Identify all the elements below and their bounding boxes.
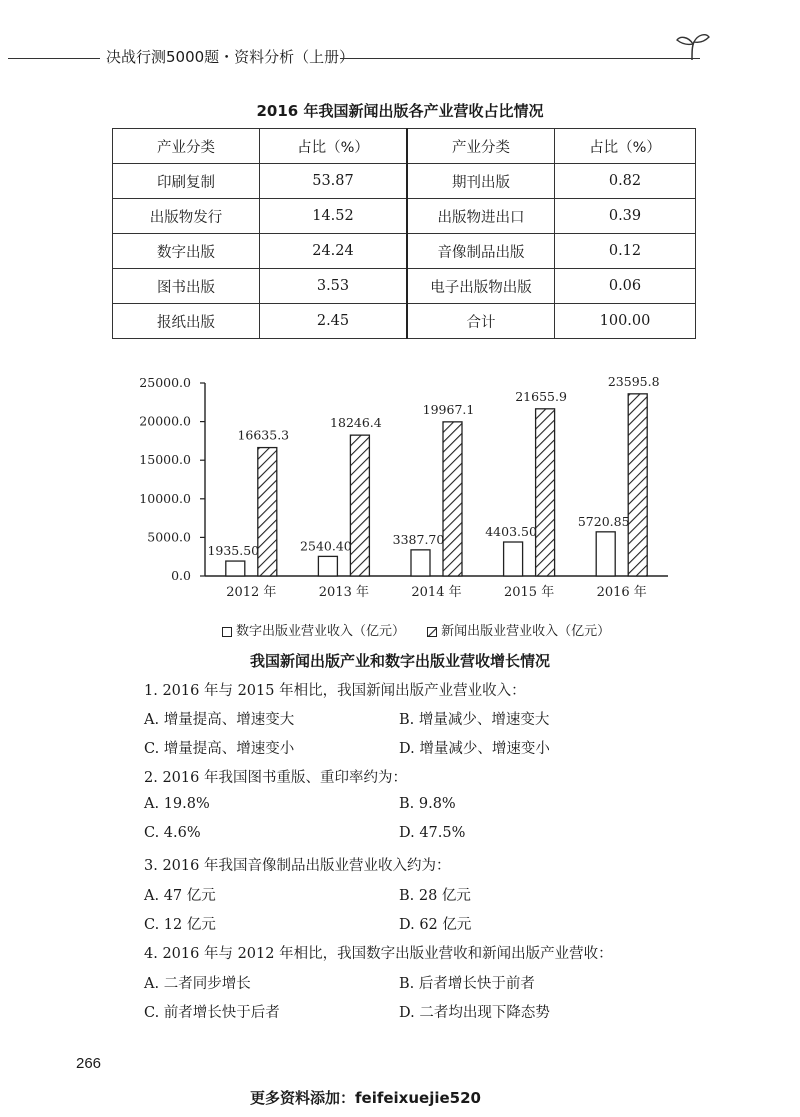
table-cell: 0.12	[555, 234, 696, 269]
table-cell: 数字出版	[113, 234, 260, 269]
table-row	[113, 164, 696, 199]
question-option: D. 62 亿元	[399, 917, 472, 933]
x-tick-label: 2013 年	[318, 585, 370, 600]
question-option: D. 47.5%	[399, 825, 466, 841]
question-option: A. 增量提高、增速变大	[144, 712, 295, 728]
y-tick-label: 15000.0	[139, 452, 191, 468]
data-label-news: 23595.8	[607, 373, 660, 389]
y-tick-label: 20000.0	[139, 413, 191, 429]
table-cell: 53.87	[260, 164, 408, 199]
table-cell: 印刷复制	[113, 164, 260, 199]
bar-news	[628, 394, 647, 576]
table-cell: 14.52	[260, 199, 408, 234]
question-option: A. 47 亿元	[144, 888, 216, 904]
data-label-digital: 3387.70	[392, 531, 445, 547]
data-label-digital: 1935.50	[207, 543, 260, 559]
data-label-digital: 4403.50	[485, 524, 537, 540]
x-tick-label: 2015 年	[503, 585, 555, 600]
bar-news	[258, 448, 277, 576]
bar-digital	[504, 542, 523, 576]
legend-swatch-news	[427, 627, 437, 637]
table-cell: 3.53	[260, 269, 408, 304]
legend-label-digital: 数字出版业营业收入（亿元）	[236, 624, 406, 639]
table-cell: 0.82	[555, 164, 696, 199]
x-tick-label: 2012 年	[226, 585, 277, 600]
table-header-cell: 占比（%）	[555, 129, 696, 164]
x-tick-label: 2014 年	[411, 585, 462, 600]
table-cell: 出版物进出口	[407, 199, 555, 234]
bar-digital	[596, 532, 615, 576]
table-cell: 24.24	[260, 234, 408, 269]
question-option: A. 19.8%	[144, 796, 210, 812]
book-title: 决战行测5000题・资料分析（上册）	[106, 48, 355, 66]
question-option: C. 4.6%	[144, 825, 201, 841]
table-header-row	[113, 129, 696, 164]
question-option: D. 二者均出现下降态势	[399, 1005, 550, 1021]
question-stem: 1. 2016 年与 2015 年相比，我国新闻出版产业营业收入：	[144, 683, 526, 699]
table-row	[113, 234, 696, 269]
y-tick-label: 25000.0	[139, 375, 191, 390]
header-rule-left	[8, 58, 100, 59]
bar-news	[536, 409, 555, 576]
x-tick-label: 2016 年	[596, 585, 647, 600]
table-cell: 音像制品出版	[407, 234, 555, 269]
header-rule-right	[340, 58, 700, 59]
table-header-cell: 占比（%）	[260, 129, 408, 164]
bar-digital	[318, 556, 337, 576]
question-option: A. 二者同步增长	[144, 976, 251, 992]
table-row	[113, 304, 696, 339]
table-title: 2016 年我国新闻出版各产业营收占比情况	[256, 102, 544, 120]
question-option: C. 前者增长快于后者	[144, 1005, 280, 1021]
question-stem: 2. 2016 年我国图书重版、重印率约为：	[144, 770, 407, 786]
question-option: B. 后者增长快于前者	[399, 976, 535, 992]
table-cell: 0.39	[555, 199, 696, 234]
table-cell: 图书出版	[113, 269, 260, 304]
y-tick-label: 5000.0	[147, 529, 191, 545]
bar-digital	[226, 561, 245, 576]
question-option: B. 9.8%	[399, 796, 456, 812]
bar-digital	[411, 550, 430, 576]
question-stem: 4. 2016 年与 2012 年相比，我国数字出版业营收和新闻出版产业营收：	[144, 946, 613, 962]
question-option: C. 12 亿元	[144, 917, 216, 933]
table-cell: 出版物发行	[113, 199, 260, 234]
question-option: B. 增量减少、增速变大	[399, 712, 550, 728]
table-cell: 电子出版物出版	[407, 269, 555, 304]
legend-swatch-digital	[222, 627, 232, 637]
data-label-news: 21655.9	[515, 388, 567, 404]
table-cell: 期刊出版	[407, 164, 555, 199]
page-number: 266	[76, 1055, 102, 1072]
footer-note: 更多资料添加：feifeixuejie520	[250, 1089, 481, 1107]
share-table	[112, 128, 696, 339]
table-cell: 100.00	[555, 304, 696, 339]
revenue-bar-chart	[0, 360, 800, 620]
table-row	[113, 199, 696, 234]
chart-title: 我国新闻出版产业和数字出版业营收增长情况	[249, 652, 550, 670]
legend-label-news: 新闻出版业营业收入（亿元）	[441, 624, 611, 639]
y-tick-label: 0.0	[171, 568, 191, 583]
table-cell: 合计	[407, 304, 555, 339]
question-option: D. 增量减少、增速变小	[399, 741, 550, 757]
data-label-digital: 2540.40	[300, 538, 352, 554]
question-stem: 3. 2016 年我国音像制品出版业营业收入约为：	[144, 858, 451, 874]
data-label-news: 19967.1	[422, 401, 475, 417]
data-label-digital: 5720.85	[577, 513, 630, 529]
question-option: C. 增量提高、增速变小	[144, 741, 295, 757]
y-tick-label: 10000.0	[139, 490, 191, 506]
table-cell: 2.45	[260, 304, 408, 339]
bar-news	[350, 435, 369, 576]
table-cell: 报纸出版	[113, 304, 260, 339]
table-cell: 0.06	[555, 269, 696, 304]
data-label-news: 16635.3	[237, 427, 290, 443]
bar-news	[443, 422, 462, 576]
table-header-cell: 产业分类	[113, 129, 260, 164]
table-header-cell: 产业分类	[407, 129, 555, 164]
table-row	[113, 269, 696, 304]
question-option: B. 28 亿元	[399, 888, 471, 904]
sprout-icon	[672, 30, 712, 62]
data-label-news: 18246.4	[330, 415, 382, 431]
chart-legend	[222, 620, 610, 639]
